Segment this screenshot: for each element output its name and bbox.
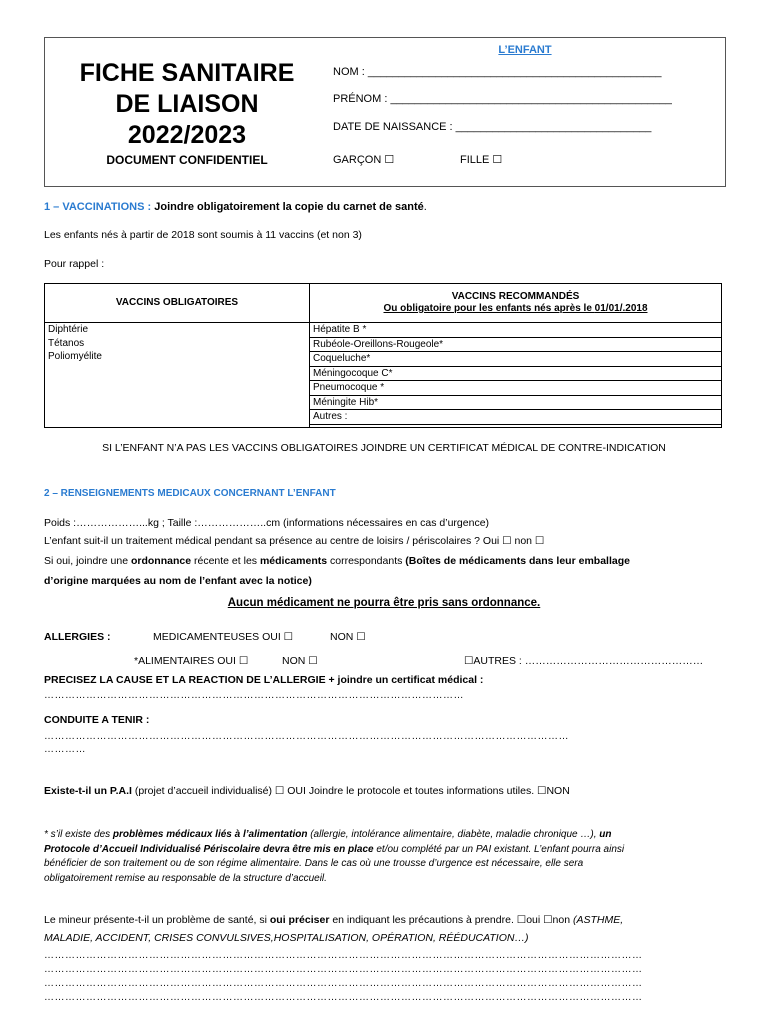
confidential-label: DOCUMENT CONFIDENTIEL	[106, 153, 268, 167]
aucun-medicament-note: Aucun médicament ne pourra être pris sans ordonnance.	[227, 597, 541, 609]
nom-field[interactable]: NOM : ________________________________________________	[333, 66, 662, 78]
alim-text-1b: problèmes médicaux liés à l’alimentation	[112, 829, 308, 840]
recommande-cell: Hépatite B *	[310, 323, 722, 338]
rappel-note: Pour rappel :	[44, 258, 105, 270]
pai-text: (projet d’accueil individualisé) ☐ OUI Joindre le protocole et toutes informations utiles. ☐NON	[131, 785, 570, 797]
recommande-cell	[310, 424, 722, 427]
conduite-label: CONDUITE A TENIR :	[44, 714, 150, 726]
title-line-2: DE LIAISON	[115, 90, 259, 118]
alimentation-paragraph	[44, 828, 726, 886]
pai-line[interactable]	[44, 785, 570, 797]
child-section-label: L’ENFANT	[498, 44, 552, 56]
sante-text-b: oui préciser	[269, 914, 330, 926]
col-obligatoires: VACCINS OBLIGATOIRES	[45, 284, 310, 323]
allergies-label: ALLERGIES :	[44, 631, 111, 643]
conduite-field-2[interactable]: …………	[44, 744, 86, 755]
sante-line-2: MALADIE, ACCIDENT, CRISES CONVULSIVES,HOSPITALISATION, OPÉRATION, RÉÉDUCATION…)	[44, 932, 529, 944]
traitement-line[interactable]: L’enfant suit-il un traitement médical pendant sa présence au centre de loisirs / périscolaires ? Oui ☐ non ☐	[44, 535, 545, 547]
certificat-note: SI L’ENFANT N’A PAS LES VACCINS OBLIGATOIRES JOINDRE UN CERTIFICAT MÉDICAL DE CONTRE-INDICATION	[102, 442, 666, 454]
medical-heading: 2 – RENSEIGNEMENTS MEDICAUX CONCERNANT L’ENFANT	[44, 488, 336, 499]
col-recommandes-sub-a: Ou obligatoire pour les enfants nés après le	[383, 303, 595, 314]
sante-field-4[interactable]: ………………………………………………………………………………………………………………………………………………………	[44, 992, 643, 1003]
ordonnance-text-a: Si oui, joindre une	[44, 555, 131, 567]
list-item: Poliomyélite	[48, 351, 102, 362]
obligatoires-cell	[45, 323, 310, 428]
table-row	[45, 323, 722, 338]
poids-taille-line[interactable]: Poids :………………...kg ; Taille :………………..cm (informations nécessaires en cas d’urgence)	[44, 517, 490, 529]
allergies-alim-non-checkbox[interactable]: NON ☐	[282, 655, 318, 667]
sante-field-2[interactable]: ………………………………………………………………………………………………………………………………………………………	[44, 964, 643, 975]
ordonnance-line-2: d’origine marquées au nom de l’enfant avec la notice)	[44, 575, 312, 587]
vaccines-table	[44, 283, 722, 428]
allergies-med-checkbox[interactable]: MEDICAMENTEUSES OUI ☐	[153, 631, 294, 643]
recommande-cell: Pneumocoque *	[310, 381, 722, 396]
pai-label: Existe-t-il un P.A.I	[44, 785, 132, 797]
naissance-field[interactable]: DATE DE NAISSANCE : ________________________________	[333, 121, 652, 133]
alim-text-1d: un	[599, 829, 612, 840]
ordonnance-text-b: ordonnance	[130, 555, 192, 567]
sante-field-3[interactable]: ………………………………………………………………………………………………………………………………………………………	[44, 978, 643, 989]
title-line-3: 2022/2023	[127, 121, 247, 149]
garcon-checkbox[interactable]: GARÇON ☐	[333, 154, 395, 166]
alim-text-2b: et/ou complété par un PAI existant. L’enfant pourra ainsi	[373, 843, 625, 855]
alim-text-4: obligatoirement remise au responsable de la structure d’accueil.	[44, 872, 327, 884]
precisez-label: PRECISEZ LA CAUSE ET LA REACTION DE L’ALLERGIE + joindre un certificat médical :	[44, 674, 484, 686]
alim-text-3: bénéficier de son traitement ou de son régime alimentaire. Dans le cas où une trousse d’urgence est nécessaire, elle sera	[44, 858, 584, 869]
alim-text-1a: * s’il existe des	[44, 829, 113, 840]
conduite-field-1[interactable]: ……………………………………………………………………………………………………………………………………	[44, 731, 569, 742]
vaccinations-heading: 1 – VACCINATIONS : Joindre obligatoirement la copie du carnet de santé.	[44, 201, 427, 213]
prenom-field[interactable]: PRÉNOM : ______________________________________________	[333, 93, 672, 105]
col-recommandes	[310, 284, 722, 323]
alim-text-1c: (allergie, intolérance alimentaire, diabète, maladie chronique …),	[307, 829, 600, 840]
ordonnance-text-f: (Boîtes de médicaments dans leur emballage	[405, 555, 630, 567]
sante-field-1[interactable]: ………………………………………………………………………………………………………………………………………………………	[44, 950, 643, 961]
recommande-cell: Méningite Hib*	[310, 395, 722, 410]
ordonnance-line	[44, 555, 630, 567]
allergies-med-non-checkbox[interactable]: NON ☐	[330, 631, 366, 643]
ordonnance-text-c: récente et les	[191, 555, 260, 567]
recommande-cell: Coqueluche*	[310, 352, 722, 367]
list-item: Tétanos	[48, 337, 85, 349]
sante-text-a: Le mineur présente-t-il un problème de santé, si	[44, 914, 270, 926]
ordonnance-text-d: médicaments	[259, 555, 328, 567]
recommande-cell: Rubéole-Oreillons-Rougeole*	[310, 337, 722, 352]
sante-line[interactable]	[44, 914, 623, 926]
alim-text-2a: Protocole d’Accueil Individualisé Périscolaire devra être mis en place	[44, 843, 374, 855]
fille-checkbox[interactable]: FILLE ☐	[460, 154, 503, 166]
vaccinations-heading-label: 1 – VACCINATIONS :	[44, 201, 152, 213]
precisez-field[interactable]: …………………………………………………………………………………………………………	[44, 690, 464, 701]
allergies-autres-field[interactable]: ☐AUTRES : ……………………………………………	[464, 655, 704, 667]
col-recommandes-subtitle	[313, 303, 718, 315]
page-title	[52, 58, 322, 151]
recommande-cell: Méningocoque C*	[310, 366, 722, 381]
allergies-alim-checkbox[interactable]: *ALIMENTAIRES OUI ☐	[134, 655, 249, 667]
vaccinations-heading-note: Joindre obligatoirement la copie du carnet de santé	[154, 201, 424, 213]
recommande-cell: Autres :	[310, 410, 722, 425]
col-recommandes-sub-b: 01/01/.2018	[594, 303, 648, 314]
title-line-1: FICHE SANITAIRE	[79, 59, 295, 87]
list-item: Diphtérie	[48, 324, 89, 335]
sante-text-c: en indiquant les précautions à prendre. ☐oui ☐non	[329, 914, 573, 926]
ordonnance-text-e: correspondants	[327, 555, 406, 567]
col-recommandes-title: VACCINS RECOMMANDÉS	[451, 291, 580, 302]
sante-text-d: (ASTHME,	[572, 914, 624, 926]
vaccination-note: Les enfants nés à partir de 2018 sont soumis à 11 vaccins (et non 3)	[44, 229, 362, 241]
